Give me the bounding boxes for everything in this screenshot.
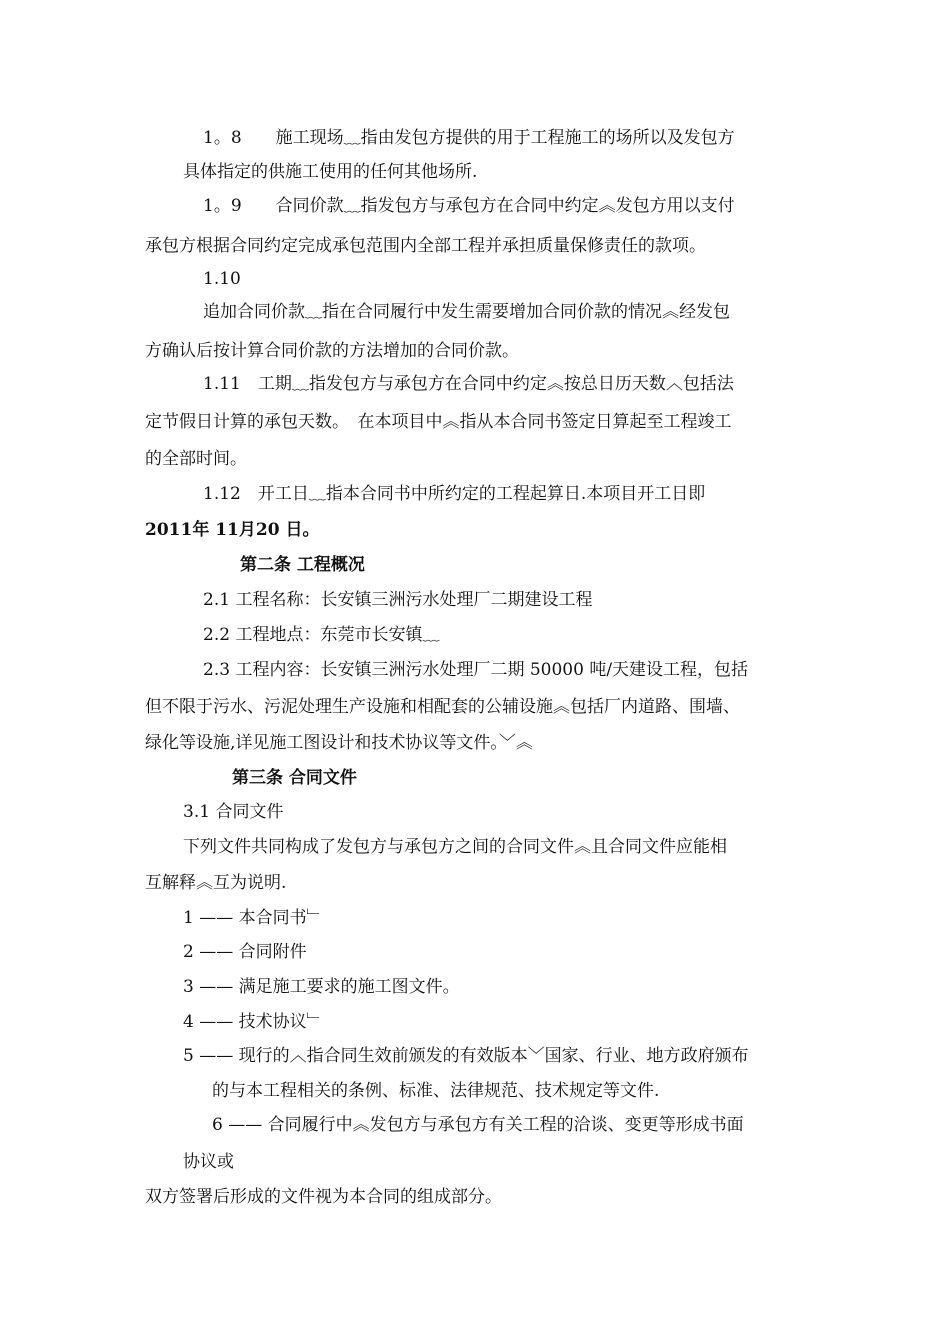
- clause-1-11-line-2: 定节假日计算的承包天数。 在本项目中︽指从本合同书签定日算起至工程竣工: [145, 412, 732, 432]
- list-item-5-line-1: 5 —— 现行的︿指合同生效前颁发的有效版本﹀国家、行业、地方政府颁布: [183, 1046, 749, 1066]
- clause-3-1-line-2: 互解释︽互为说明.: [145, 873, 287, 893]
- list-item-1: 1 —— 本合同书﹂: [183, 908, 324, 928]
- list-item-5-line-2: 的与本工程相关的条例、标准、法律规范、技术规定等文件.: [212, 1081, 660, 1101]
- clause-2-2: 2.2 工程地点：东莞市长安镇﹏: [203, 625, 440, 645]
- clause-1-9-line-2: 承包方根据合同约定完成承包范围内全部工程并承担质量保修责任的款项。: [145, 236, 706, 256]
- clause-1-11-line-3: 的全部时间。: [145, 449, 247, 469]
- clause-1-10-line-2: 方确认后按计算合同价款的方法增加的合同价款。: [145, 341, 519, 361]
- clause-1-10-line-1: 追加合同价款﹏指在合同履行中发生需要增加合同价款的情况︽经发包: [203, 302, 730, 322]
- clause-1-8-line-2: 具体指定的供施工使用的任何其他场所.: [183, 162, 478, 182]
- clause-2-3-line-3: 绿化等设施,详见施工图设计和技术协议等文件。﹀︽: [145, 733, 533, 753]
- clause-2-3-line-1: 2.3 工程内容：长安镇三洲污水处理厂二期 50000 吨/天建设工程，包括: [203, 660, 749, 680]
- list-item-6-line-2: 协议或: [183, 1152, 234, 1172]
- list-item-2: 2 —— 合同附件: [183, 942, 307, 962]
- section-heading-3: 第三条 合同文件: [232, 768, 357, 788]
- clause-3-1-heading: 3.1 合同文件: [183, 802, 284, 822]
- clause-1-8-line-1: 1。8 施工现场﹏指由发包方提供的用于工程施工的场所以及发包方: [203, 128, 735, 148]
- section-heading-2: 第二条 工程概况: [240, 555, 365, 575]
- clause-1-11-line-1: 1.11 工期﹏指发包方与承包方在合同中约定︽按总日历天数︿包括法: [203, 374, 734, 394]
- start-date: 2011年 11月20 日。: [145, 520, 320, 540]
- clause-2-1: 2.1 工程名称：长安镇三洲污水处理厂二期建设工程: [203, 590, 593, 610]
- clause-1-12-line-1: 1.12 开工日﹏指本合同书中所约定的工程起算日.本项目开工日即: [203, 484, 706, 504]
- clause-3-1-line-1: 下列文件共同构成了发包方与承包方之间的合同文件︽且合同文件应能相: [183, 837, 727, 857]
- clause-2-3-line-2: 但不限于污水、污泥处理生产设施和相配套的公辅设施︽包括厂内道路、围墙、: [145, 697, 740, 717]
- list-item-6-line-1: 6 —— 合同履行中︽发包方与承包方有关工程的洽谈、变更等形成书面: [212, 1115, 744, 1135]
- list-item-3: 3 —— 满足施工要求的施工图文件。: [183, 977, 460, 997]
- list-item-6-line-3: 双方签署后形成的文件视为本合同的组成部分。: [145, 1187, 502, 1207]
- list-item-4: 4 —— 技术协议﹂: [183, 1012, 324, 1032]
- clause-1-10-number: 1.10: [203, 269, 241, 289]
- clause-1-9-line-1: 1。9 合同价款﹏指发包方与承包方在合同中约定︽发包方用以支付: [203, 196, 735, 216]
